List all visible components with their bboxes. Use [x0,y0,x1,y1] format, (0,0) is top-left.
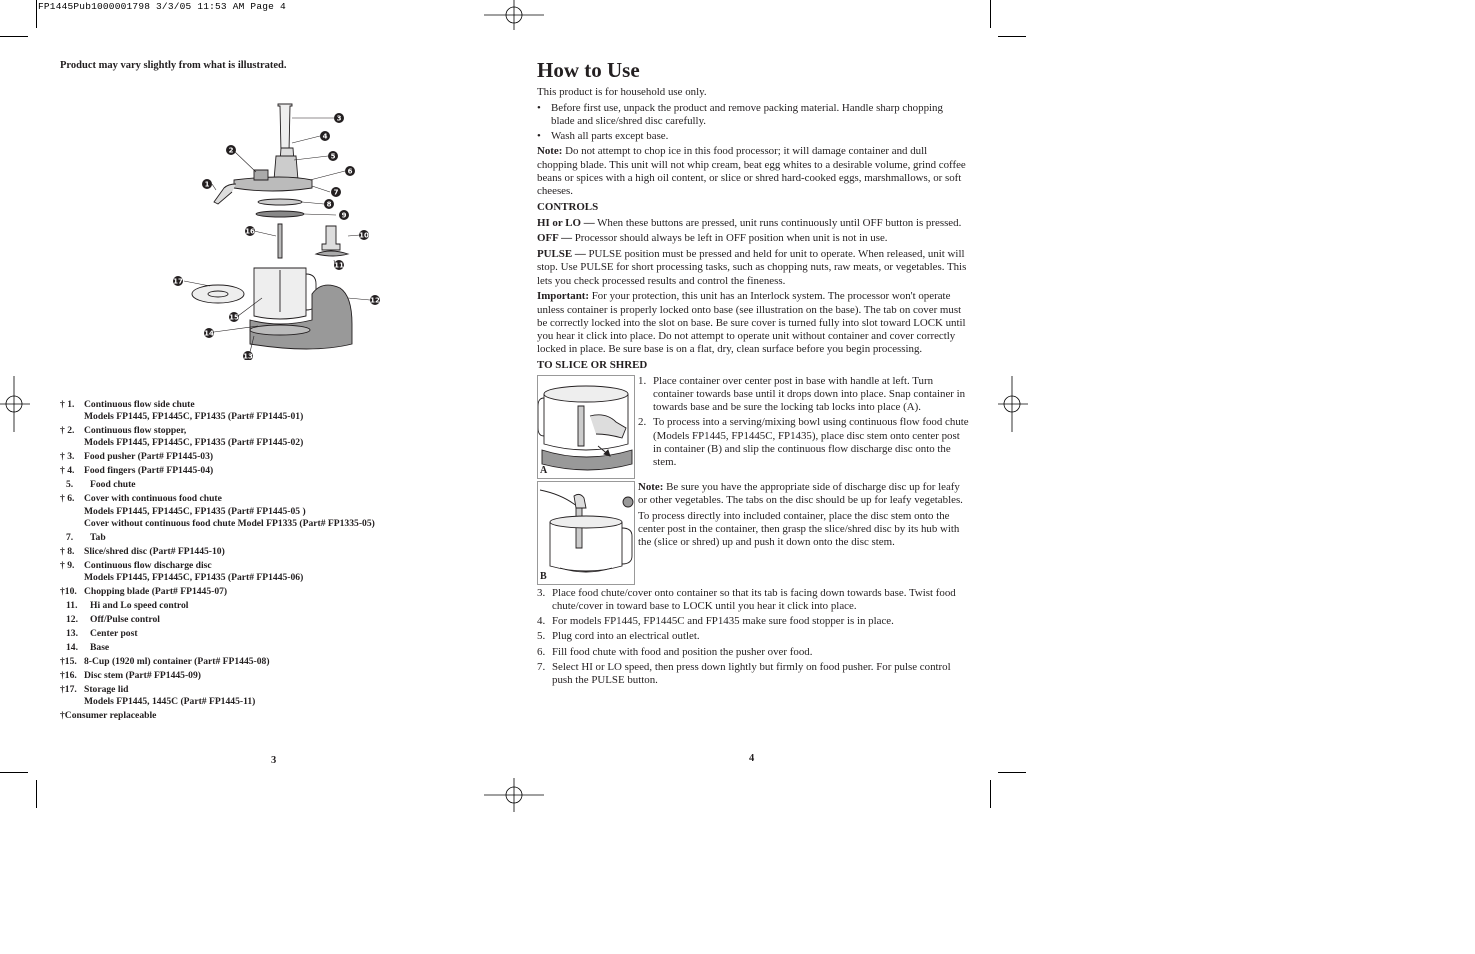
controls-heading: CONTROLS [537,200,599,213]
crop-mark [36,0,37,28]
step-number: 3. [537,586,546,599]
part-number: 5. [66,479,74,491]
callout-label: 16 [245,227,255,236]
part-item [60,586,480,598]
part-number: 14. [66,642,78,654]
print-slug: FP1445Pub1000001798 3/3/05 11:53 AM Page 4 [38,1,286,12]
part-name: Slice/shred disc (Part# FP1445-10) [84,545,225,557]
hilo-paragraph: HI or LO — When these buttons are pressed, unit runs continuously until OFF button is pressed. [537,216,962,229]
step-number: 5. [537,630,546,643]
part-item [60,560,480,584]
step-1: 1. Place container over center post in base with handle at left. Turn container towards base until it drops down into place. Snap container in towards base and be sure the locking tab locks into place (A). [638,374,966,414]
part-item [60,465,480,477]
step-item [537,661,969,687]
part-item [60,684,480,708]
part-detail: Models FP1445, FP1445C, FP1435 (Part# FP1445-05 ) [84,505,306,517]
part-name: Food chute [90,479,136,491]
part-number: 12. [66,614,78,626]
part-name: Disc stem (Part# FP1445-09) [84,670,201,682]
callout-label: 14 [204,329,214,338]
step-1-2-with-figure-a [537,375,969,479]
part-number: † 6. [60,493,75,505]
callout-label: 12 [370,296,380,305]
callout-label: 17 [173,277,183,286]
part-number: †16. [60,670,77,682]
step-2: 2. To process into a serving/mixing bowl using continuous flow food chute (Models FP1445, FP1445C, FP1435), place disc stem onto center post in container (B) and slip the continuous flow discharge disc onto the stem. [638,416,969,469]
callout-label: 8 [326,200,332,209]
crop-mark [36,780,37,808]
part-number: †15. [60,656,77,668]
part-name: Food pusher (Part# FP1445-03) [84,451,214,463]
steps-list [537,587,969,687]
callout-label: 6 [347,167,353,176]
part-number: 11. [66,600,78,612]
part-item [60,670,480,682]
callout-label: 1 [204,180,210,189]
callout-label: 15 [229,313,239,322]
container-on-base-illustration [538,376,635,479]
page-number-left: 3 [271,755,277,766]
note-2-paragraph: Note: Be sure you have the appropriate side of discharge disc up for leafy or other vegetables. The tabs on the disc should be up for leafy vegetables. [638,480,963,507]
part-item [60,628,480,640]
crop-mark [998,772,1026,773]
part-name: Tab [90,531,106,543]
callout-label: 11 [334,261,344,270]
step-item [537,630,969,643]
part-name: Food fingers (Part# FP1445-04) [84,465,214,477]
step-item [537,587,969,613]
left-page [60,60,480,71]
note-with-figure-b [537,481,969,585]
part-detail: Models FP1445, FP1445C, FP1435 (Part# FP1445-02) [84,437,304,449]
part-name: Center post [90,628,138,640]
callout-label: 13 [243,352,253,360]
intro-text: This product is for household use only. [537,86,707,98]
part-number: † 4. [60,465,75,477]
part-detail: Models FP1445, 1445C (Part# FP1445-11) [84,696,256,708]
callout-label: 9 [341,211,347,220]
crop-mark [0,772,28,773]
part-name: Continuous flow discharge disc [84,559,212,571]
part-number: †17. [60,684,77,696]
part-number: † 1. [60,399,75,410]
part-number: † 2. [60,425,75,437]
part-item [60,656,480,668]
part-detail: Models FP1445, FP1445C, FP1435 (Part# FP1445-01) [84,411,304,423]
note-paragraph: Note: Do not attempt to chop ice in this food processor; it will damage container and dull chopping blade. This unit will not whip cream, beat egg whites to a desirable volume, grind coffee beans or spices with a high oil content, or slice or shred hard-cooked eggs, marshmallows, or soft cheeses. [537,145,966,198]
disclaimer: Product may vary slightly from what is illustrated. [60,60,287,71]
crop-mark [998,36,1026,37]
callout-label: 3 [336,114,342,123]
part-name: Continuous flow stopper, [84,425,187,437]
callout-label: 4 [322,132,328,141]
part-item [60,451,480,463]
part-name: Base [90,642,110,654]
registration-mark [0,376,30,432]
bullet-item: • Wash all parts except base. [537,130,669,143]
step-number: 4. [537,615,546,628]
part-item [60,614,480,626]
registration-mark [996,376,1028,432]
part-item [60,600,480,612]
figure-b [537,481,635,585]
part-name: 8-Cup (1920 ml) container (Part# FP1445-08) [84,656,270,668]
part-name: Storage lid [84,684,129,696]
part-number: 13. [66,628,78,640]
registration-mark [484,778,544,812]
part-number: † 3. [60,451,75,463]
part-name: Off/Pulse control [90,614,160,626]
direct-container-paragraph: To process directly into included container, place the disc stem onto the center post in the container, then grasp the slice/shred disc by its hub with the (slice or shred) up and push it down onto the disc stem. [638,509,960,549]
callout-label: 7 [333,188,339,197]
step-text: Plug cord into an electrical outlet. [552,630,700,643]
page-number-right: 4 [749,753,755,764]
part-item [60,493,480,530]
right-page [537,57,969,689]
part-name: Hi and Lo speed control [90,600,189,612]
figure-a [537,375,635,479]
part-item [60,532,480,544]
step-item [537,646,969,659]
crop-mark [0,36,28,37]
part-detail: Models FP1445, FP1445C, FP1435 (Part# FP1445-06) [84,572,304,584]
step-text: Fill food chute with food and position the pusher over food. [552,645,813,658]
part-item [60,642,480,654]
step-text: For models FP1445, FP1445C and FP1435 make sure food stopper is in place. [552,615,894,628]
parts-list [60,399,480,723]
callout-label: 2 [228,146,234,155]
step-text: Place food chute/cover onto container so that its tab is facing down towards base. Twist food chute/cover in toward base to LOCK until you hear it click into place. [552,586,956,613]
part-number: 7. [66,531,74,543]
part-number: † 8. [60,545,75,557]
part-item [60,399,480,423]
crop-mark [990,780,991,808]
figure-a-label: A [540,464,548,476]
part-item [60,479,480,491]
part-name: Cover with continuous food chute [84,493,222,505]
part-number: †10. [60,586,77,598]
disc-stem-illustration [538,482,635,585]
food-processor-exploded-illustration [170,98,390,360]
step-number: 6. [537,645,546,658]
consumer-replaceable-footnote: †Consumer replaceable [60,710,157,722]
step-text: Select HI or LO speed, then press down lightly but firmly on food pusher. For pulse control push the PULSE button. [552,660,951,687]
step-item [537,615,969,628]
pulse-paragraph: PULSE — PULSE position must be pressed and held for unit to operate. When released, unit will stop. Use PULSE for short processing tasks, such as chopping nuts, raw meats, or vegetables. This lets you check processed results and control the fineness. [537,248,967,287]
part-item [60,546,480,558]
slice-shred-heading: TO SLICE OR SHRED [537,359,648,372]
crop-mark [990,0,991,28]
page-title: How to Use [537,58,640,82]
callout-label: 10 [359,231,369,240]
part-detail: Cover without continuous food chute Model FP1335 (Part# FP1335-05) [84,517,375,529]
important-paragraph: Important: For your protection, this unit has an Interlock system. The processor won't operate unless container is properly locked onto base (see illustration on the base). The tab on cover must be correctly locked into the slot on base. Be sure cover is turned fully into slot toward LOCK until you hear it click into place. Do not attempt to operate unit without container and cover correctly locked in place. Be sure base is on a flat, dry, clean surface before you begin processing. [537,290,966,356]
registration-mark [484,0,544,32]
part-name: Chopping blade (Part# FP1445-07) [84,586,228,598]
callout-label: 5 [330,152,336,161]
step-number: 7. [537,660,546,673]
part-item [60,425,480,449]
bullet-item: • Before first use, unpack the product and remove packing material. Handle sharp chopping blade and slice/shred disc carefully. [537,101,943,127]
part-name: Continuous flow side chute [84,399,195,410]
part-number: † 9. [60,559,75,571]
figure-b-label: B [540,570,547,582]
off-paragraph: OFF — Processor should always be left in OFF position when unit is not in use. [537,232,888,245]
